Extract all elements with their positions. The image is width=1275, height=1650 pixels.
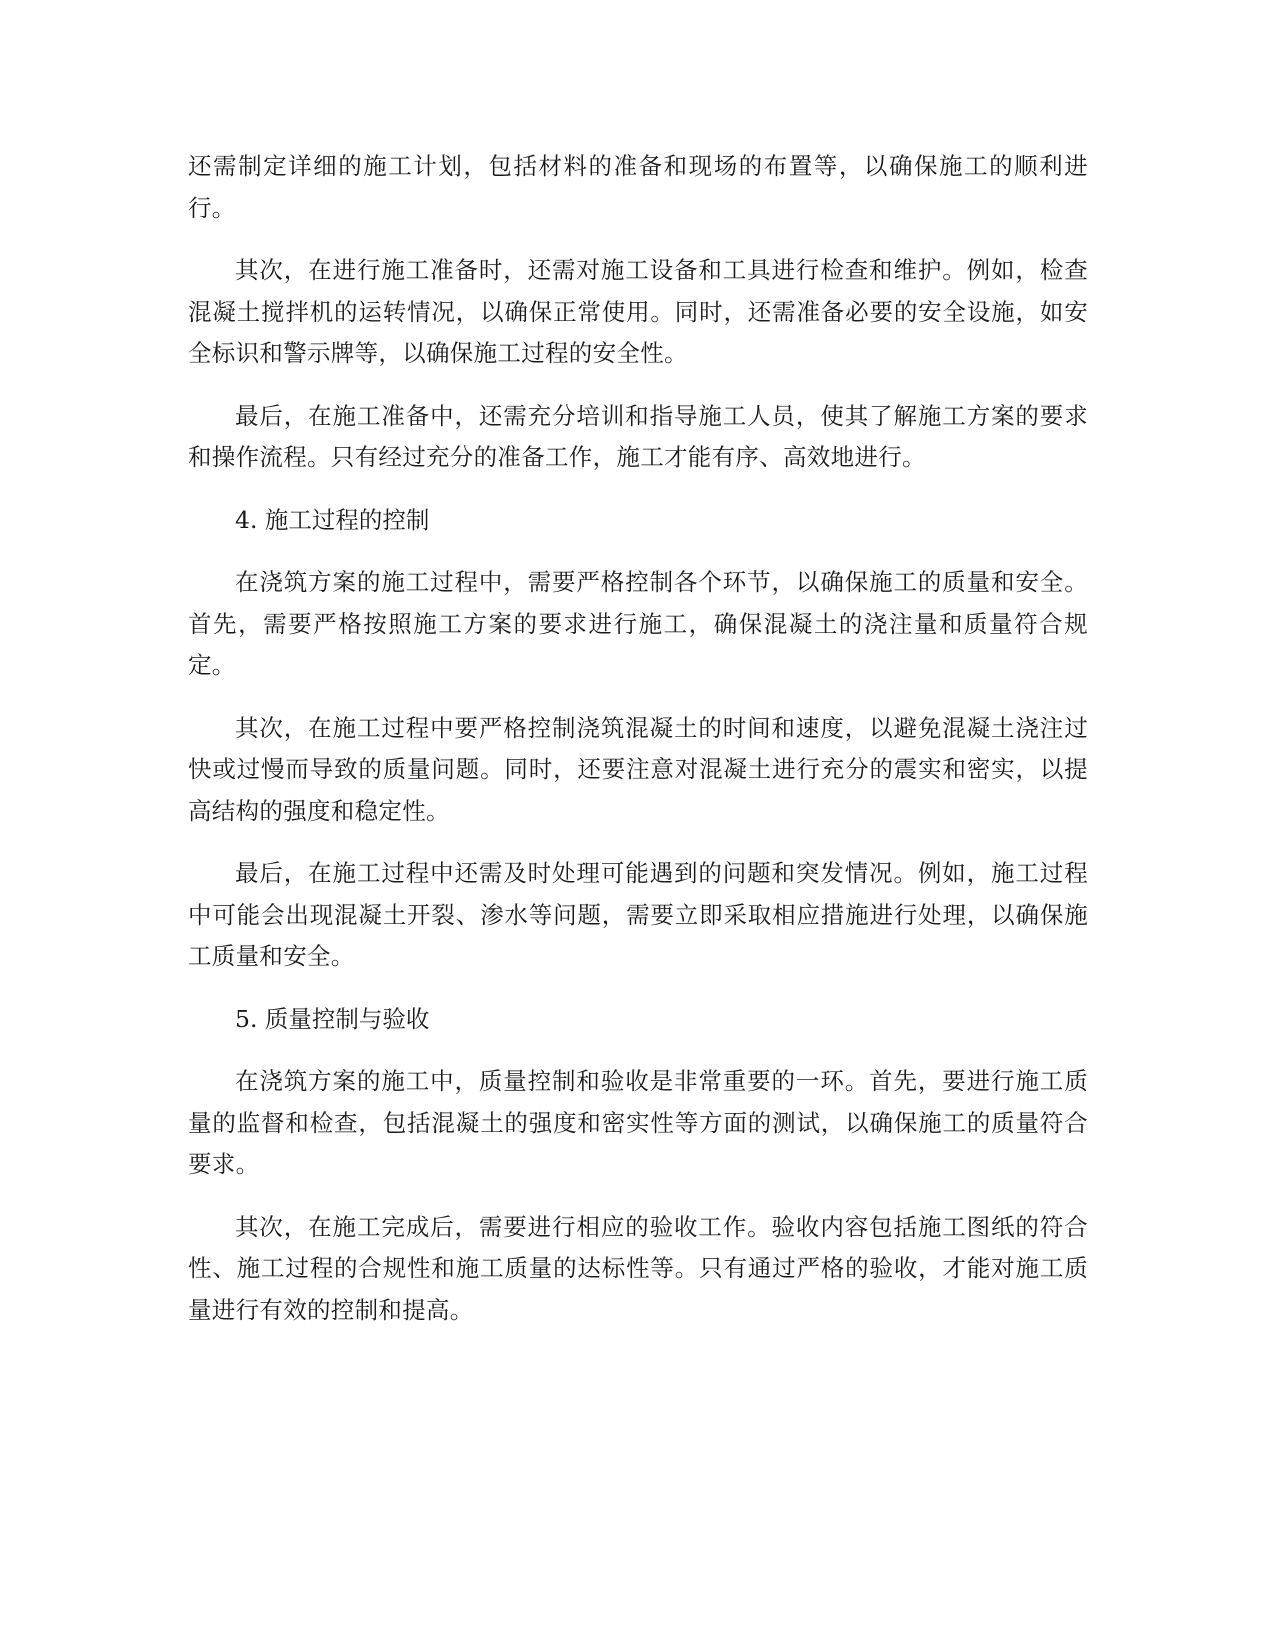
section-heading-4: 4. 施工过程的控制: [235, 505, 430, 534]
paragraph: 在浇筑方案的施工过程中，需要严格控制各个环节，以确保施工的质量和安全。首先，需要严格按照施工方案的要求进行施工，确保混凝土的浇注量和质量符合规定。: [188, 568, 1088, 679]
paragraph-continued: 还需制定详细的施工计划，包括材料的准备和现场的布置等，以确保施工的顺利进行。: [188, 152, 1088, 222]
section-heading-5: 5. 质量控制与验收: [235, 1004, 430, 1033]
paragraph: 最后，在施工准备中，还需充分培训和指导施工人员，使其了解施工方案的要求和操作流程。只有经过充分的准备工作，施工才能有序、高效地进行。: [188, 401, 1088, 471]
paragraph: 其次，在施工过程中要严格控制浇筑混凝土的时间和速度，以避免混凝土浇注过快或过慢而导致的质量问题。同时，还要注意对混凝土进行充分的震实和密实，以提高结构的强度和稳定性。: [188, 713, 1088, 825]
paragraph: 在浇筑方案的施工中，质量控制和验收是非常重要的一环。首先，要进行施工质量的监督和检查，包括混凝土的强度和密实性等方面的测试，以确保施工的质量符合要求。: [188, 1067, 1088, 1178]
paragraph: 其次，在施工完成后，需要进行相应的验收工作。验收内容包括施工图纸的符合性、施工过程的合规性和施工质量的达标性等。只有通过严格的验收，才能对施工质量进行有效的控制和提高。: [188, 1212, 1088, 1324]
paragraph: 最后，在施工过程中还需及时处理可能遇到的问题和突发情况。例如，施工过程中可能会出现混凝土开裂、渗水等问题，需要立即采取相应措施进行处理，以确保施工质量和安全。: [188, 859, 1088, 970]
document-page: [188, 146, 1088, 1352]
paragraph: 其次，在进行施工准备时，还需对施工设备和工具进行检查和维护。例如，检查混凝土搅拌机的运转情况，以确保正常使用。同时，还需准备必要的安全设施，如安全标识和警示牌等，以确保施工过程的安全性。: [188, 256, 1088, 367]
